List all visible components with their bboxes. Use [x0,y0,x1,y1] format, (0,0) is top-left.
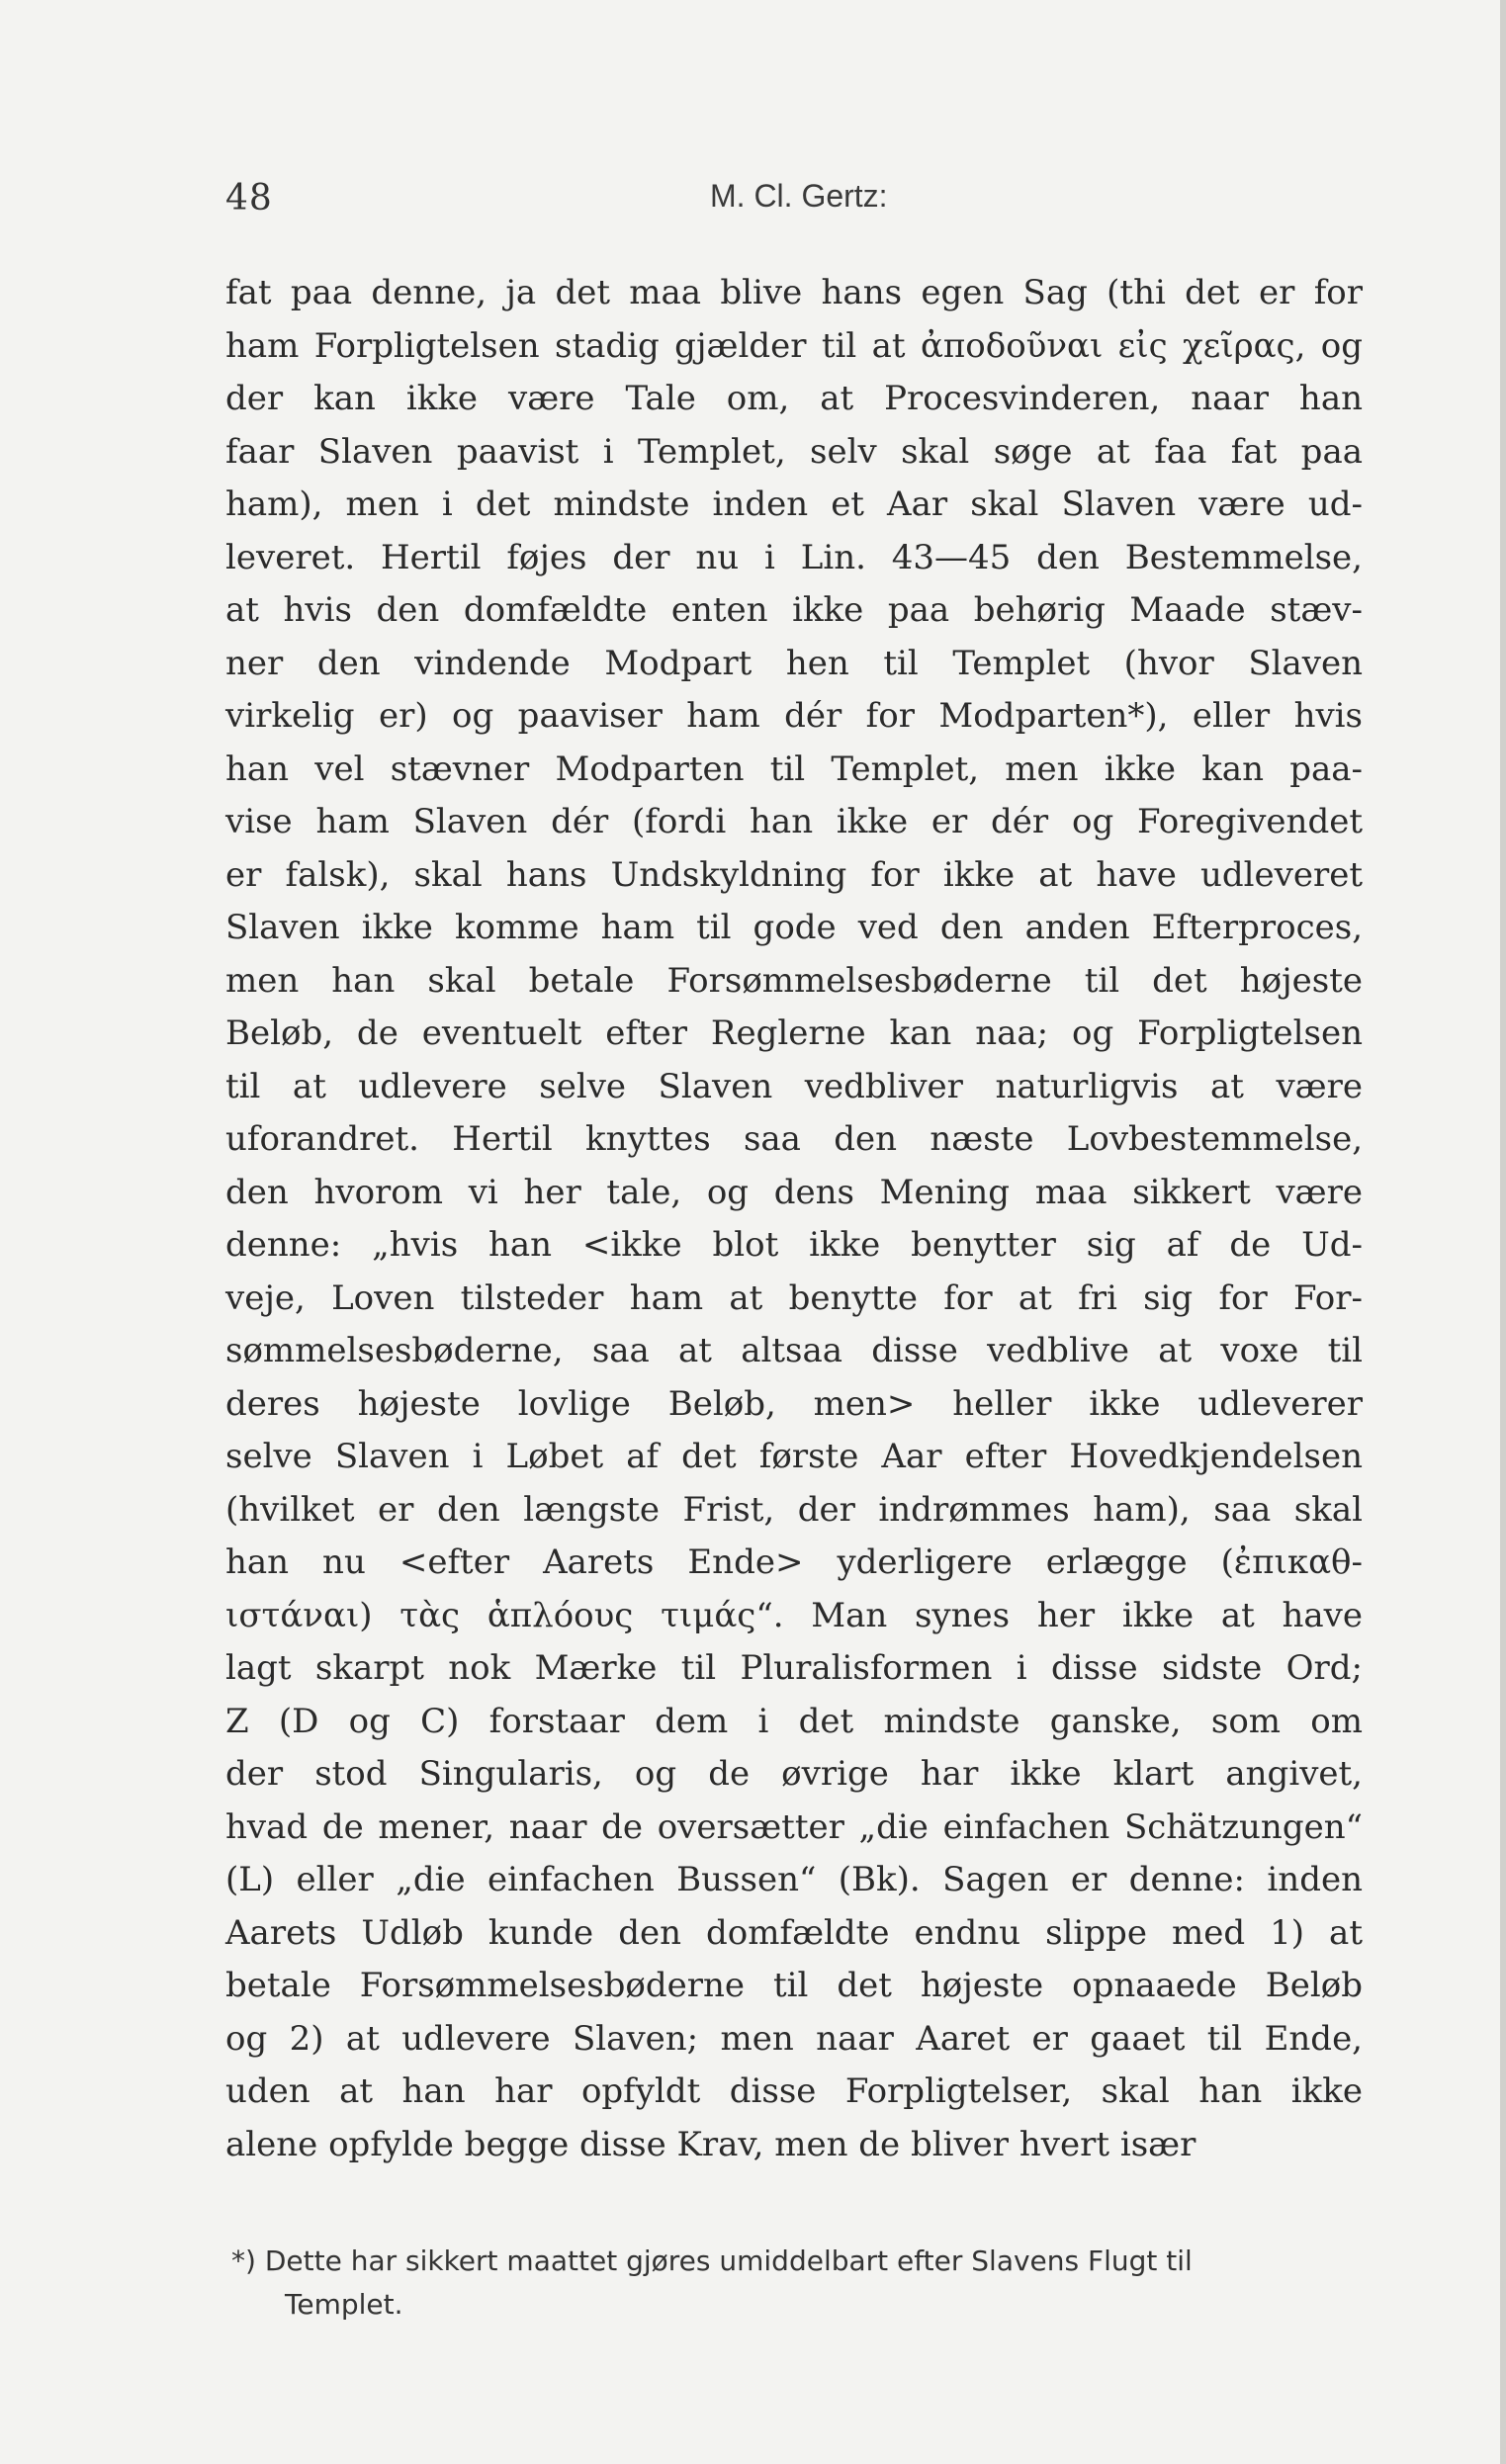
body-text [225,267,1363,2171]
text-line: (hvilket er den længste Frist, der indrømmes ham), saa skal [225,1489,1363,1530]
page-number: 48 [225,178,273,219]
text-line: er falsk), skal hans Undskyldning for ikke at have udleveret [225,854,1363,895]
text-line: der stod Singularis, og de øvrige har ikke klart angivet, [225,1754,1363,1794]
text-line: hvad de mener, naar de oversætter „die einfachen Schätzungen“ [225,1806,1363,1847]
page-edge [1500,0,1506,2464]
text-line: Beløb, de eventuelt efter Reglerne kan naa; og Forpligtelsen [225,1013,1363,1053]
text-line: ham Forpligtelsen stadig gjælder til at ἀποδοῦναι εἰς χεῖρας, og [225,325,1363,366]
page-header [225,178,1363,237]
text-line: men han skal betale Forsømmelsesbøderne til det højeste [225,960,1363,1001]
text-line: uden at han har opfyldt disse Forpligtelser, skal han ikke [225,2071,1363,2111]
text-line: lagt skarpt nok Mærke til Pluralisformen i disse sidste Ord; [225,1648,1363,1688]
text-line: uforandret. Hertil knyttes saa den næste Lovbestemmelse, [225,1119,1363,1159]
text-line: virkelig er) og paaviser ham dér for Modparten*), eller hvis [225,696,1363,736]
footnote [225,2240,1363,2327]
text-line: og 2) at udlevere Slaven; men naar Aaret er gaaet til Ende, [225,2018,1363,2059]
text-line: denne: „hvis han <ikke blot ikke benytter sig af de Ud- [225,1225,1363,1265]
text-line: fat paa denne, ja det maa blive hans egen Sag (thi det er for [225,273,1363,312]
text-line: til at udlevere selve Slaven vedbliver naturligvis at være [225,1066,1363,1106]
text-line: ham), men i det mindste inden et Aar skal Slaven være ud- [225,484,1363,524]
text-line: Aarets Udløb kunde den domfældte endnu slippe med 1) at [225,1912,1363,1953]
text-line: deres højeste lovlige Beløb, men> heller ikke udleverer [225,1383,1363,1424]
text-line: han vel stævner Modparten til Templet, men ikke kan paa- [225,748,1363,789]
text-line: selve Slaven i Løbet af det første Aar efter Hovedkjendelsen [225,1437,1363,1476]
text-line: han nu <efter Aarets Ende> yderligere erlægge (ἐπικαθ- [225,1542,1363,1582]
text-line: Z (D og C) forstaar dem i det mindste ganske, som om [225,1701,1363,1741]
footnote-line: Templet. [285,2288,403,2321]
text-line: betale Forsømmelsesbøderne til det højeste opnaaede Beløb [225,1966,1363,2005]
text-line: at hvis den domfældte enten ikke paa behørig Maade stæv- [225,590,1363,630]
text-line: vise ham Slaven dér (fordi han ikke er dér og Foregivendet [225,802,1363,841]
text-line: veje, Loven tilsteder ham at benytte for at fri sig for For- [225,1277,1363,1318]
text-line: sømmelsesbøderne, saa at altsaa disse vedblive at voxe til [225,1331,1363,1370]
text-line: ner den vindende Modpart hen til Templet (hvor Slaven [225,643,1363,683]
text-line: (L) eller „die einfachen Bussen“ (Bk). Sagen er denne: inden [225,1860,1363,1899]
text-line: Slaven ikke komme ham til gode ved den anden Efterproces, [225,908,1363,947]
text-line: der kan ikke være Tale om, at Procesvinderen, naar han [225,379,1363,418]
text-line: faar Slaven paavist i Templet, selv skal søge at faa fat paa [225,431,1363,472]
footnote-line: *) Dette har sikkert maattet gjøres umiddelbart efter Slavens Flugt til [231,2244,1193,2277]
text-line: alene opfylde begge disse Krav, men de bliver hvert især [225,2124,1196,2164]
text-line: ιστάναι) τὰς ἁπλόους τιμάς“. Man synes her ikke at have [225,1595,1363,1635]
running-title: M. Cl. Gertz: [710,178,888,214]
text-line: den hvorom vi her tale, og dens Mening maa sikkert være [225,1172,1363,1212]
text-line: leveret. Hertil føjes der nu i Lin. 43—45 den Bestemmelse, [225,537,1363,577]
